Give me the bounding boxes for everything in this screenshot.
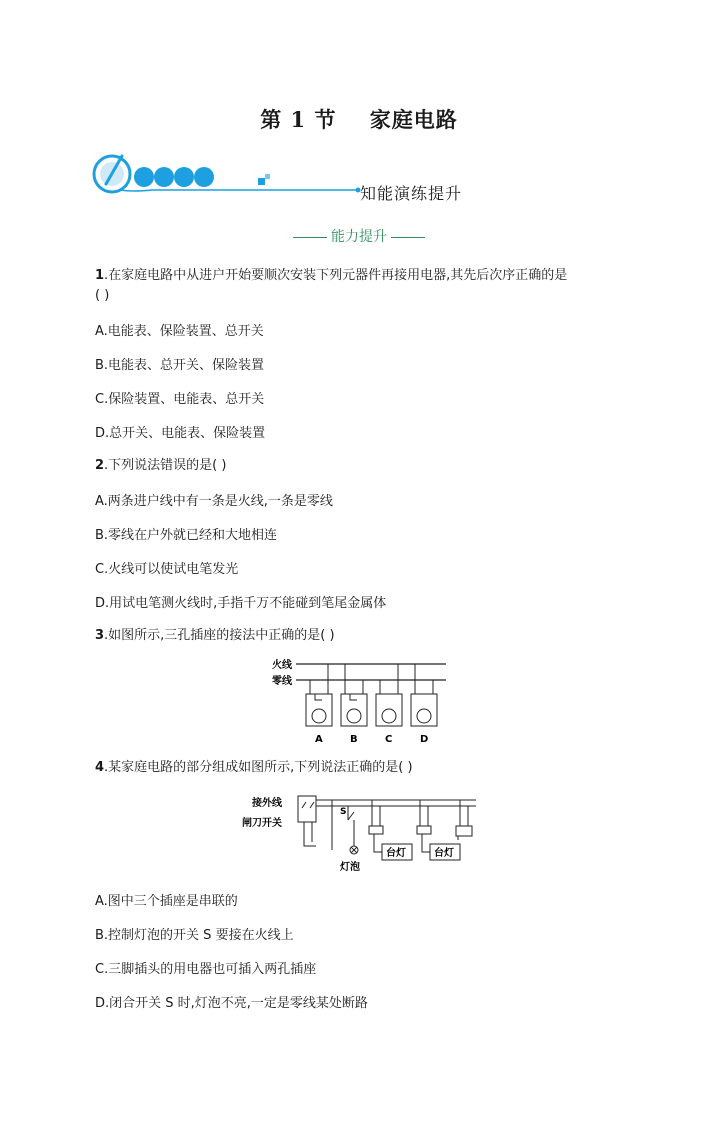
- socket-label-b: B: [350, 734, 358, 745]
- label-live-wire: 火线: [272, 660, 292, 671]
- socket-2: [417, 826, 431, 834]
- socket-label-d: D: [420, 734, 429, 745]
- socket-3: [456, 826, 472, 836]
- question-1: [95, 266, 615, 306]
- banner-text: 知能演练提升: [360, 184, 463, 203]
- option-1b: B.电能表、总开关、保险装置: [95, 358, 265, 373]
- option-2a: A.两条进户线中有一条是火线,一条是零线: [95, 494, 333, 509]
- option-2d: D.用试电笔测火线时,手指千万不能碰到笔尾金属体: [95, 596, 387, 611]
- option-2c: C.火线可以使试电笔发光: [95, 562, 239, 577]
- option-4d: D.闭合开关 S 时,灯泡不亮,一定是零线某处断路: [95, 996, 368, 1011]
- banner-square-icon: [258, 178, 265, 185]
- label-bulb: 灯泡: [340, 862, 360, 873]
- question-number: 3: [95, 628, 105, 643]
- question-number: 2: [95, 458, 105, 473]
- knife-switch: [298, 796, 316, 822]
- question-3: [95, 626, 335, 646]
- option-1a: A.电能表、保险装置、总开关: [95, 324, 264, 339]
- question-stem-line2: ( ): [95, 288, 110, 303]
- socket-1: [369, 826, 383, 834]
- household-circuit-figure: [240, 790, 480, 878]
- question-number: 4: [95, 760, 105, 775]
- banner-dot-3: [174, 167, 194, 187]
- label-knife-switch: 闸刀开关: [242, 818, 282, 829]
- question-2: [95, 456, 226, 476]
- option-1d: D.总开关、电能表、保险装置: [95, 426, 266, 441]
- label-switch-s: S: [340, 807, 347, 817]
- label-neutral-wire: 零线: [272, 676, 292, 687]
- question-stem: .下列说法错误的是( ): [104, 458, 227, 473]
- label-desk-lamp-2: 台灯: [434, 848, 454, 859]
- section-title-text: 能力提升: [331, 229, 387, 245]
- question-number: 1: [95, 268, 105, 283]
- socket-a: [306, 664, 332, 726]
- socket-b: [341, 664, 367, 726]
- banner-dot-2: [154, 167, 174, 187]
- question-4: [95, 758, 413, 778]
- socket-c: [376, 664, 402, 726]
- socket-wiring-figure: [268, 656, 450, 746]
- page-title: 第 1 节 家庭电路: [260, 107, 458, 132]
- section-title: [0, 226, 718, 246]
- option-4b: B.控制灯泡的开关 S 要接在火线上: [95, 928, 294, 943]
- socket-d: [411, 664, 437, 726]
- question-stem: .如图所示,三孔插座的接法中正确的是( ): [104, 628, 335, 643]
- option-4a: A.图中三个插座是串联的: [95, 894, 238, 909]
- question-stem: .某家庭电路的部分组成如图所示,下列说法正确的是( ): [104, 760, 413, 775]
- label-desk-lamp-1: 台灯: [386, 848, 406, 859]
- option-1c: C.保险装置、电能表、总开关: [95, 392, 265, 407]
- question-stem: .在家庭电路中从进户开始要顺次安装下列元器件再接用电器,其先后次序正确的是: [104, 268, 568, 283]
- socket-label-a: A: [315, 734, 323, 745]
- option-2b: B.零线在户外就已经和大地相连: [95, 528, 278, 543]
- banner-dot-1: [134, 167, 154, 187]
- label-external-line: 接外线: [252, 798, 282, 809]
- option-4c: C.三脚插头的用电器也可插入两孔插座: [95, 962, 317, 977]
- banner-dot-4: [194, 167, 214, 187]
- socket-label-c: C: [385, 734, 393, 745]
